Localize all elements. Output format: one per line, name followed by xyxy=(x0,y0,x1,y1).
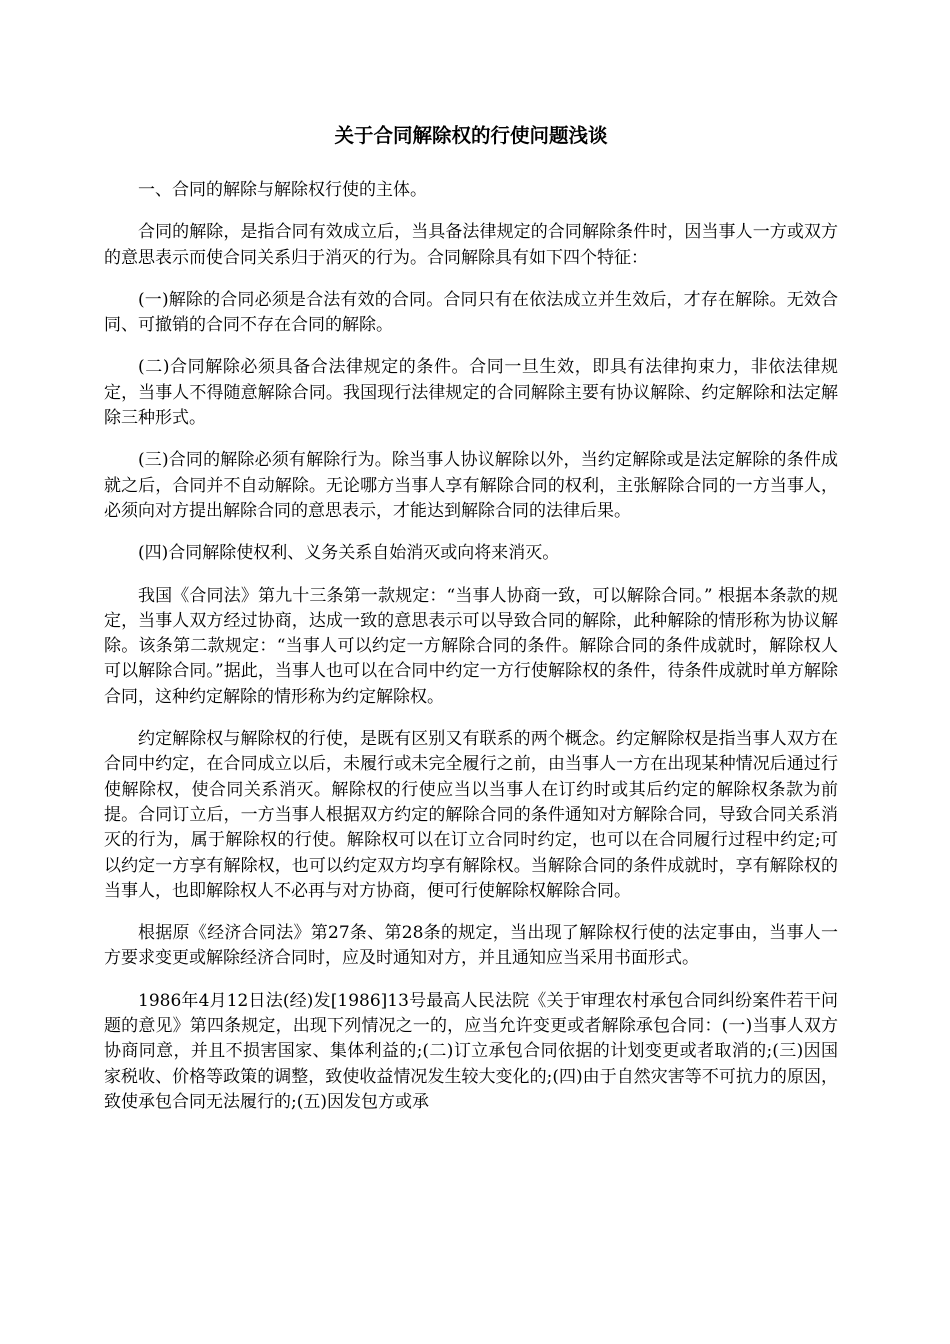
paragraph-contract-law-article-93: 我国《合同法》第九十三条第一款规定：“当事人协商一致，可以解除合同。” 根据本条款的规定，当事人双方经过协商，达成一致的意思表示可以导致合同的解除，此种解除的情形称为协议解除。该条第二款规定：“当事人可以约定一方解除合同的条件。解除合同的条件成就时，解除权人可以解除合同。”据此，当事人也可以在合同中约定一方行使解除权的条件，待条件成就时单方解除合同，这种约定解除的情形称为约定解除权。 xyxy=(104,585,838,707)
paragraph-supreme-court-opinion: 1986年4月12日法(经)发[1986]13号最高人民法院《关于审理农村承包合同纠纷案件若干问题的意见》第四条规定，出现下列情况之一的，应当允许变更或者解除承包合同：(一)当事人双方协商同意，并且不损害国家、集体利益的;(二)订立承包合同依据的计划变更或者取消的;(三)因国家税收、价格等政策的调整，致使收益情况发生较大变化的;(四)由于自然灾害等不可抗力的原因，致使承包合同无法履行的;(五)因发包方或承 xyxy=(104,990,838,1112)
paragraph-definition: 合同的解除，是指合同有效成立后，当具备法律规定的合同解除条件时，因当事人一方或双方的意思表示而使合同关系归于消灭的行为。合同解除具有如下四个特征： xyxy=(104,222,838,268)
paragraph-feature-3: (三)合同的解除必须有解除行为。除当事人协议解除以外，当约定解除或是法定解除的条件成就之后，合同并不自动解除。无论哪方当事人享有解除合同的权利，主张解除合同的一方当事人，必须向对方提出解除合同的意思表示，才能达到解除合同的法律后果。 xyxy=(104,450,838,521)
paragraph-feature-2: (二)合同解除必须具备合法律规定的条件。合同一旦生效，即具有法律拘束力，非依法律规定，当事人不得随意解除合同。我国现行法律规定的合同解除主要有协议解除、约定解除和法定解除三种形式。 xyxy=(104,357,838,429)
paragraph-feature-4: (四)合同解除使权利、义务关系自始消灭或向将来消灭。 xyxy=(138,543,560,564)
paragraph-feature-1: (一)解除的合同必须是合法有效的合同。合同只有在依法成立并生效后，才存在解除。无效合同、可撤销的合同不存在合同的解除。 xyxy=(104,289,838,336)
paragraph-agreed-termination-right: 约定解除权与解除权的行使，是既有区别又有联系的两个概念。约定解除权是指当事人双方在合同中约定，在合同成立以后，未履行或未完全履行之前，由当事人一方在出现某种情况后通过行使解除权，使合同关系消灭。解除权的行使应当以当事人在订约时或其后约定的解除权条款为前提。合同订立后，一方当事人根据双方约定的解除合同的条件通知对方解除合同，导致合同关系消灭的行为，属于解除权的行使。解除权可以在订立合同时约定，也可以在合同履行过程中约定;可以约定一方享有解除权，也可以约定双方均享有解除权。当解除合同的条件成就时，享有解除权的当事人，也即解除权人不必再与对方协商，便可行使解除权解除合同。 xyxy=(104,729,838,901)
document-title: 关于合同解除权的行使问题浅谈 xyxy=(334,124,608,147)
paragraph-economic-contract-law: 根据原《经济合同法》第27条、第28条的规定，当出现了解除权行使的法定事由，当事人一方要求变更或解除经济合同时，应及时通知对方，并且通知应当采用书面形式。 xyxy=(104,923,838,969)
paragraph-section-heading: 一、合同的解除与解除权行使的主体。 xyxy=(138,180,427,200)
